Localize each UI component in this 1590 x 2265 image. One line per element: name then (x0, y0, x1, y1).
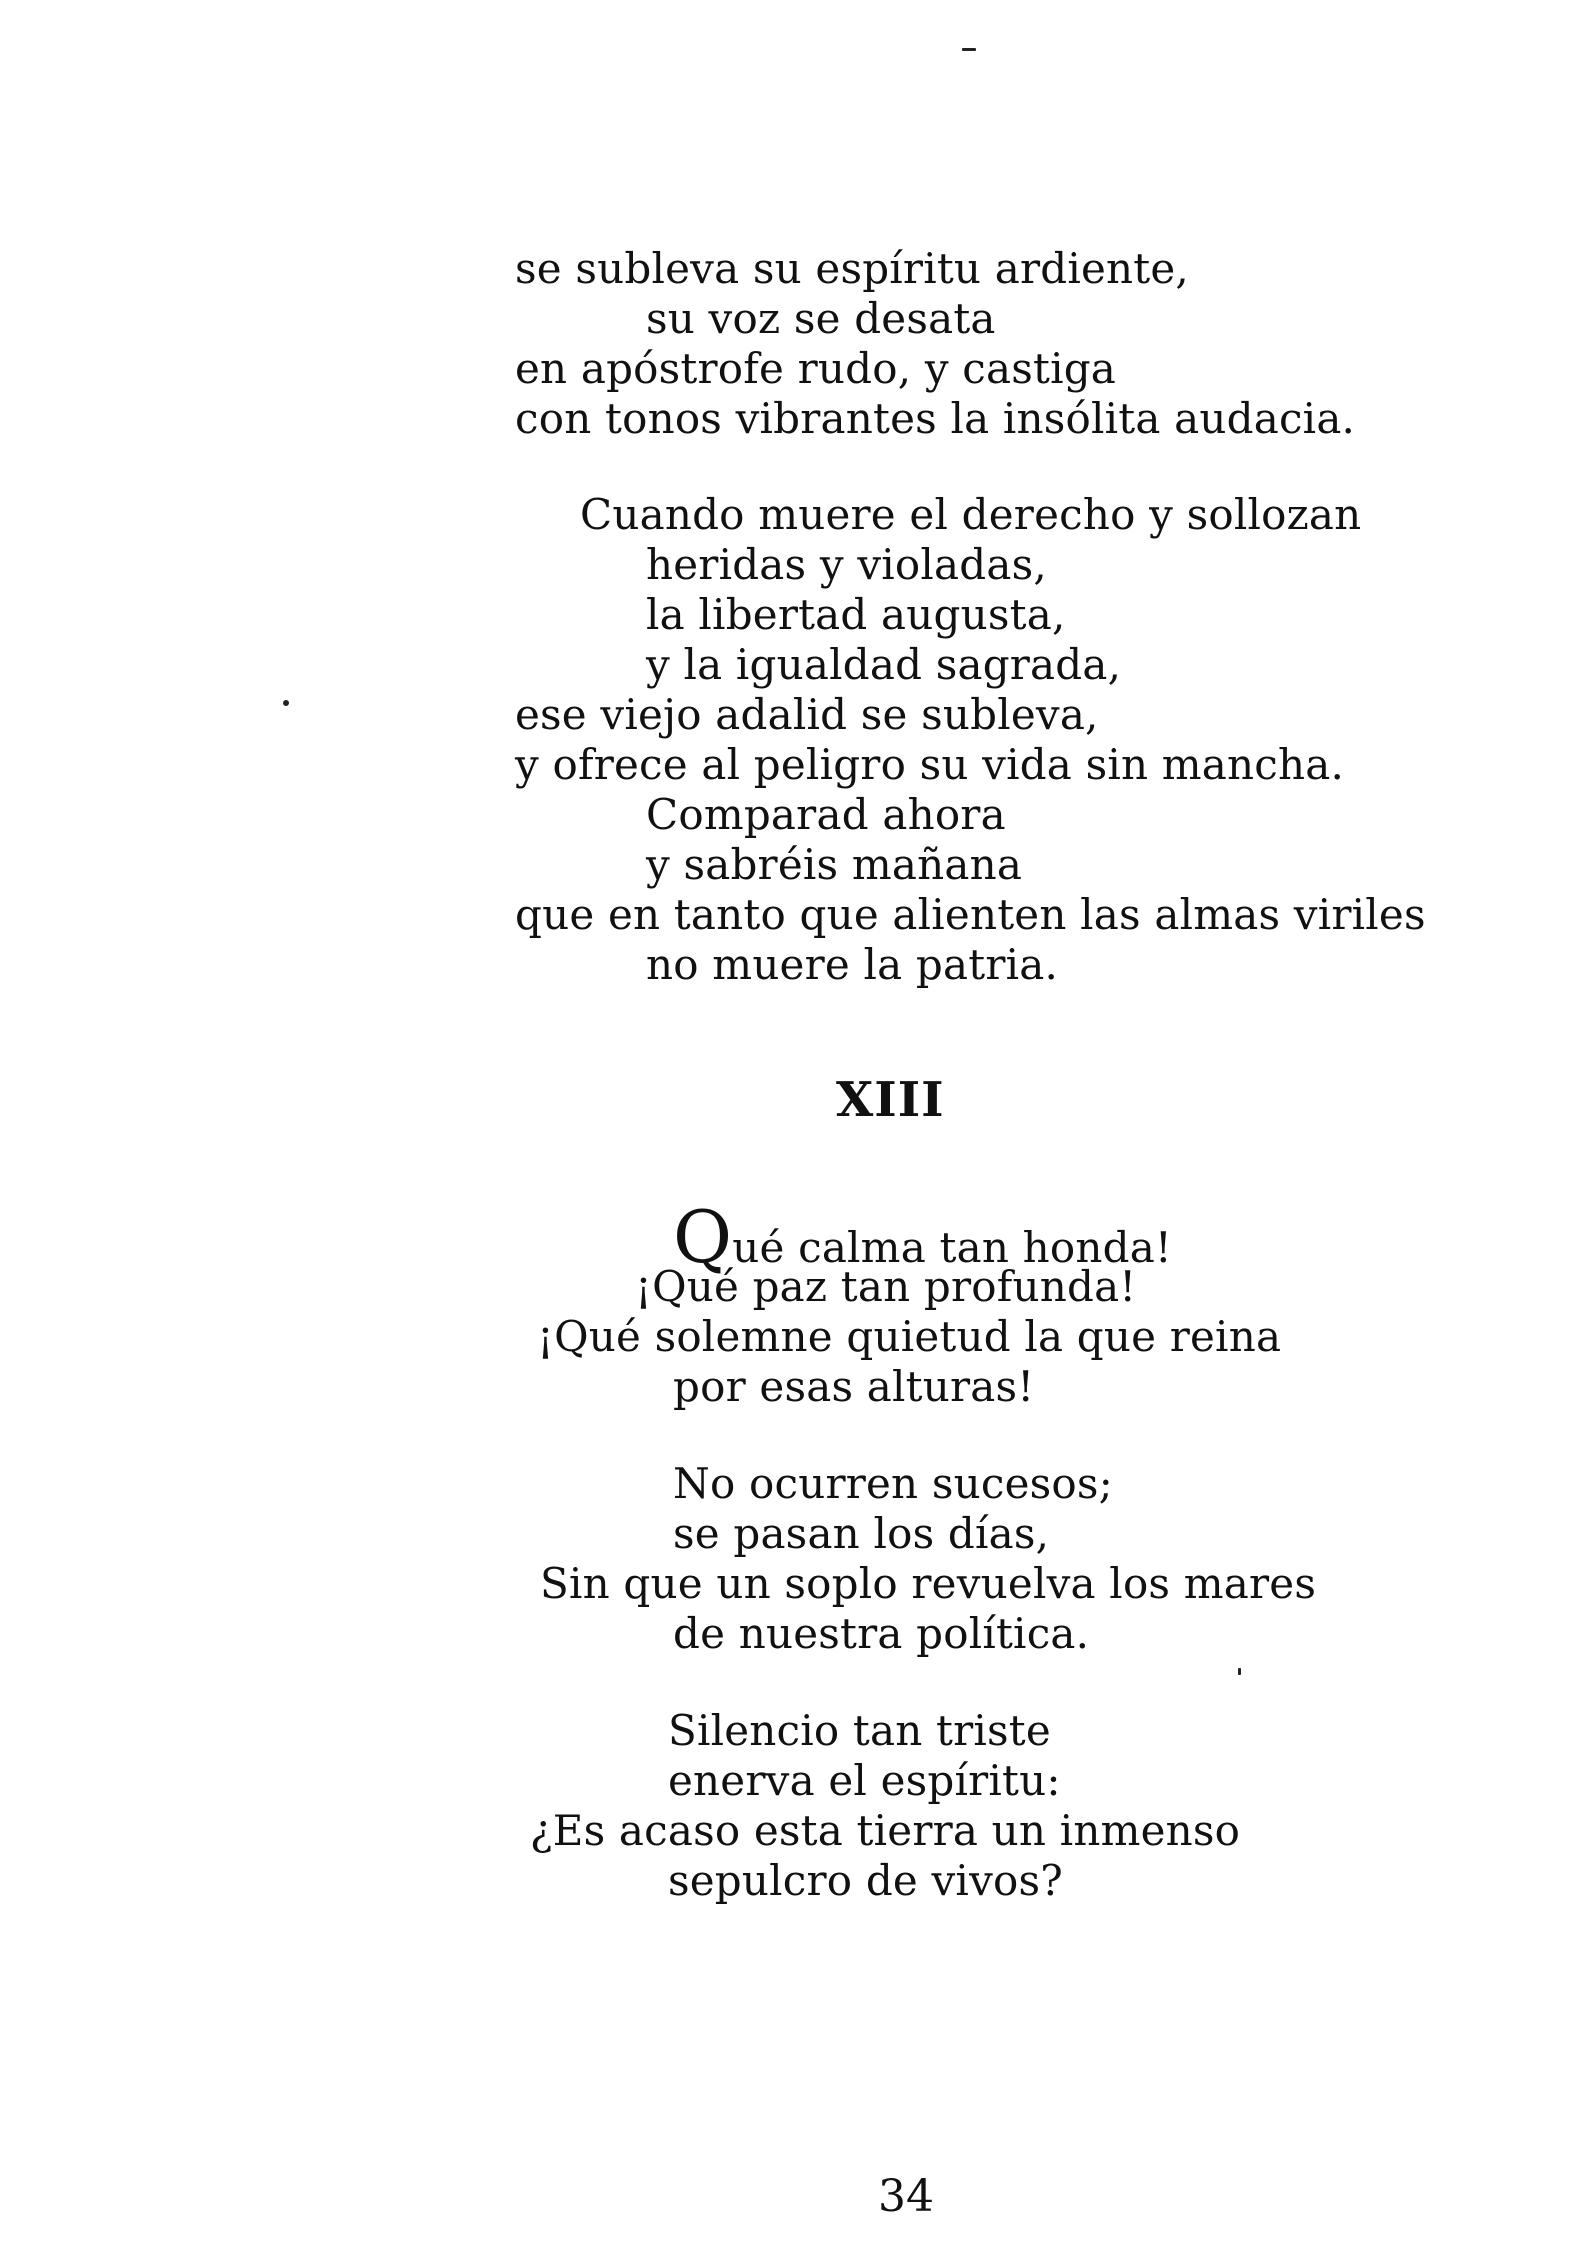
poem-line: se pasan los días, (673, 1509, 1050, 1558)
poem-line-text: ué calma tan honda! (732, 1223, 1173, 1272)
poem-line: por esas alturas! (673, 1362, 1035, 1411)
scan-speck (1238, 1668, 1241, 1675)
poem-line: la libertad augusta, (646, 590, 1066, 639)
poem-line: con tonos vibrantes la insólita audacia. (515, 394, 1356, 443)
poem-line: no muere la patria. (646, 940, 1059, 989)
poem-line: heridas y violadas, (646, 540, 1047, 589)
poem-line: que en tanto que alienten las almas viriles (515, 890, 1426, 939)
poem-line: y ofrece al peligro su vida sin mancha. (515, 740, 1345, 789)
poem-line: su voz se desata (646, 294, 996, 343)
poem-line: Sin que un soplo revuelva los mares (540, 1559, 1317, 1608)
poem-line: Comparad ahora (646, 790, 1006, 839)
poem-line: ¡Qué solemne quietud la que reina (537, 1312, 1282, 1361)
scan-speck (962, 48, 976, 51)
poem-line: Silencio tan triste (668, 1706, 1051, 1755)
poem-line: y sabréis mañana (646, 840, 1023, 889)
poem-line: ¡Qué paz tan profunda! (635, 1262, 1137, 1311)
poem-line: en apóstrofe rudo, y castiga (515, 344, 1117, 393)
poem-line: de nuestra política. (673, 1609, 1090, 1658)
poem-line: y la igualdad sagrada, (646, 640, 1122, 689)
poem-line: se subleva su espíritu ardiente, (515, 244, 1189, 293)
page-number: 34 (878, 2171, 934, 2222)
poem-line: No ocurren sucesos; (673, 1459, 1113, 1508)
poem-line: sepulcro de vivos? (668, 1856, 1063, 1905)
poem-line: ese viejo adalid se subleva, (515, 690, 1099, 739)
drop-cap: Q (673, 1195, 733, 1279)
poem-line: Cuando muere el derecho y sollozan (580, 490, 1362, 539)
poem-line: ¿Es acaso esta tierra un inmenso (530, 1806, 1241, 1855)
poem-line: enerva el espíritu: (668, 1756, 1061, 1805)
section-heading: XIII (836, 1072, 945, 1128)
scan-speck (283, 700, 289, 706)
